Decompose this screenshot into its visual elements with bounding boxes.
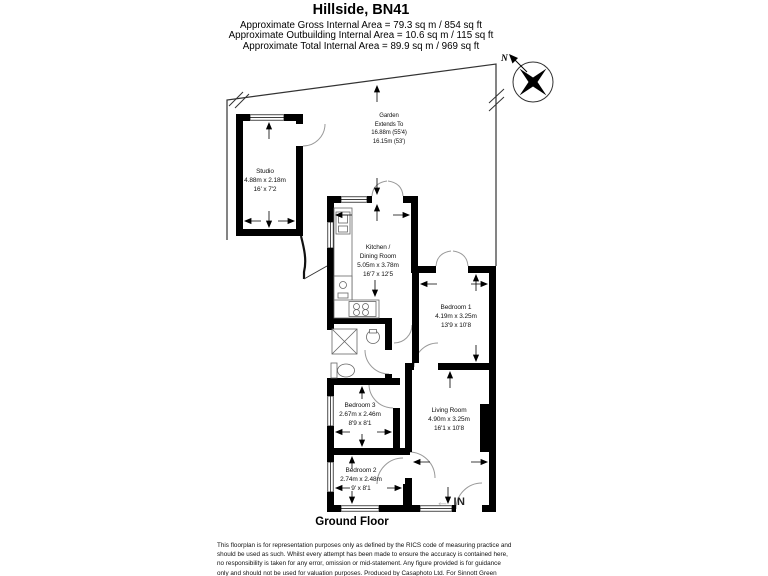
bedroom2-label [340, 466, 382, 493]
bedroom1-name: Bedroom 1 [440, 304, 472, 311]
dimension-arrows [245, 86, 487, 503]
living-room-label [428, 406, 470, 433]
bedroom2-bottom-window [341, 506, 379, 511]
entrance-arrow-icon: ← [436, 494, 449, 509]
north-label: N [501, 54, 508, 64]
garden-extends: Extends To [374, 121, 404, 128]
bedroom1-imperial: 13'9 x 10'8 [441, 322, 471, 329]
garden-fence [301, 236, 327, 279]
page-title: Hillside, BN41 [312, 2, 410, 18]
gate-line [304, 266, 327, 279]
bathroom-door-arc [365, 350, 389, 374]
garden-dim-2: 16.15m (53') [372, 138, 406, 145]
garden-label [371, 112, 407, 146]
bedroom1-label [435, 303, 477, 330]
bedroom3-imperial: 8'9 x 8'1 [348, 420, 372, 427]
bedroom3-name: Bedroom 3 [344, 402, 376, 409]
kitchen-top-window [341, 197, 367, 202]
bedroom3-label [339, 401, 381, 428]
living-room-door-arc [409, 452, 435, 478]
living-room-name: Living Room [431, 407, 467, 414]
bedroom2-imperial: 9' x 8'1 [351, 485, 371, 492]
bedroom2-name: Bedroom 2 [345, 467, 377, 474]
outbuilding-area-line: Approximate Outbuilding Internal Area = 10.6 sq m / 115 sq ft [228, 30, 494, 42]
entrance-marker [436, 492, 465, 510]
bedroom3-metric: 2.67m x 2.46m [339, 411, 381, 418]
studio-metric: 4.88m x 2.18m [244, 177, 286, 184]
studio-label [244, 167, 286, 194]
kitchen-dining-label [357, 243, 399, 279]
kitchen-name-line1: Kitchen / [365, 244, 391, 251]
kitchen-name-line2: Dining Room [359, 253, 397, 260]
disclaimer-line-4: only and should not be used for valuation purposes. Produced by Casaphoto Ltd. For Sinnott Green [217, 569, 497, 576]
bathroom-fixtures [331, 329, 380, 378]
living-room-metric: 4.90m x 3.25m [428, 416, 470, 423]
bedroom2-metric: 2.74m x 2.48m [340, 476, 382, 483]
garden-arrow-up [375, 86, 380, 102]
shower [332, 329, 357, 354]
basin [367, 330, 380, 344]
disclaimer-line-2: should be used as such. Whilst every attempt has been made to ensure the accuracy is contained here, [217, 551, 508, 559]
kitchen-left-window [328, 222, 333, 248]
studio-window [250, 115, 284, 120]
disclaimer [217, 541, 573, 576]
studio-imperial: 16' x 7'2 [253, 186, 277, 193]
gross-area-line: Approximate Gross Internal Area = 79.3 sq m / 854 sq ft [239, 20, 483, 31]
garden-arrow-down [375, 178, 380, 194]
kitchen-hall-door-arc [394, 325, 412, 343]
oven [334, 276, 352, 302]
hob [349, 302, 376, 317]
entrance-label: IN [453, 496, 466, 508]
living-room-imperial: 16'1 x 10'8 [434, 425, 464, 432]
bedroom1-french-doors-arc [436, 251, 468, 266]
kitchen-metric: 5.05m x 3.78m [357, 262, 399, 269]
bedroom2-left-window [328, 462, 333, 492]
garden-name: Garden [379, 113, 399, 119]
toilet [331, 363, 355, 378]
disclaimer-line-1: This floorplan is for representation purposes only as defined by the RICS code of measuring practice and [217, 542, 512, 549]
fireplace [480, 404, 496, 452]
boundary-hash-marks [229, 89, 504, 111]
compass [500, 54, 553, 102]
bedroom3-window [328, 396, 333, 426]
floor-label: Ground Floor [315, 516, 389, 528]
bedroom1-metric: 4.19m x 3.25m [435, 313, 477, 320]
total-area-line: Approximate Total Internal Area = 89.9 sq m / 969 sq ft [242, 40, 480, 52]
studio-door-arc [303, 124, 325, 146]
garden-dim-1: 16.88m (55'4) [371, 130, 407, 136]
kitchen-imperial: 16'7 x 12'5 [363, 271, 393, 278]
studio-name: Studio [256, 168, 274, 175]
disclaimer-line-3: no responsibility is taken for any error, omission or mid-statement. Any figure provided is for guidance [217, 560, 501, 568]
